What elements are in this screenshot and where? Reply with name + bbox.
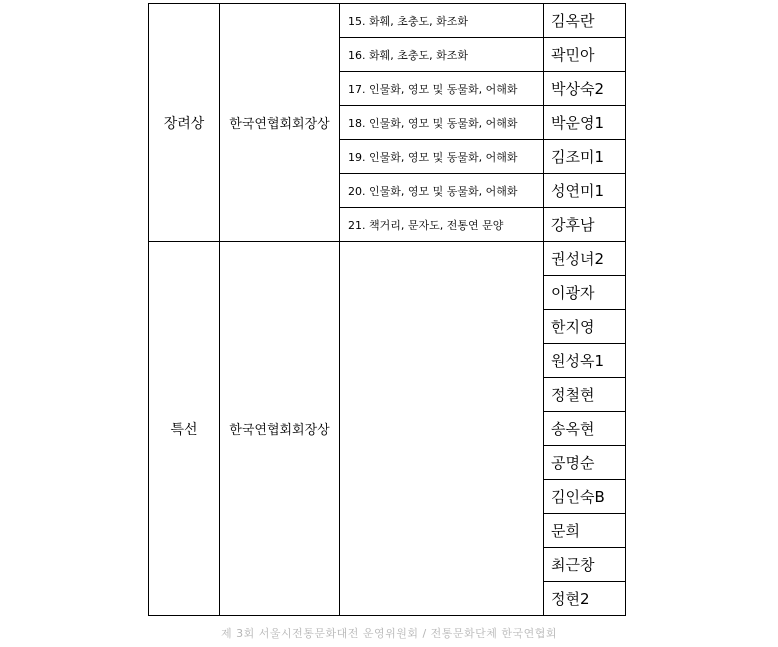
name-cell: 한지영 xyxy=(544,310,626,344)
category-cell: 19. 인물화, 영모 및 동물화, 어해화 xyxy=(340,140,544,174)
name-cell: 박운영1 xyxy=(544,106,626,140)
name-cell: 성연미1 xyxy=(544,174,626,208)
category-cell: 17. 인물화, 영모 및 동물화, 어해화 xyxy=(340,72,544,106)
name-cell: 김인숙B xyxy=(544,480,626,514)
category-cell: 16. 화훼, 초충도, 화조화 xyxy=(340,38,544,72)
award-cell: 특선 xyxy=(149,242,220,616)
category-cell-empty xyxy=(340,242,544,616)
organization-cell: 한국연협회회장상 xyxy=(220,4,340,242)
name-cell: 곽민아 xyxy=(544,38,626,72)
name-cell: 김옥란 xyxy=(544,4,626,38)
page-footer: 제 3회 서울시전통문화대전 운영위원회 / 전통문화단체 한국연협회 xyxy=(220,627,558,640)
name-cell: 박상숙2 xyxy=(544,72,626,106)
table-row xyxy=(149,242,626,276)
name-cell: 원성옥1 xyxy=(544,344,626,378)
table-row xyxy=(149,4,626,38)
name-cell: 최근창 xyxy=(544,548,626,582)
name-cell: 정철현 xyxy=(544,378,626,412)
name-cell: 이광자 xyxy=(544,276,626,310)
category-cell: 21. 책거리, 문자도, 전통연 문양 xyxy=(340,208,544,242)
name-cell: 김조미1 xyxy=(544,140,626,174)
award-cell: 장려상 xyxy=(149,4,220,242)
name-cell: 정현2 xyxy=(544,582,626,616)
name-cell: 문희 xyxy=(544,514,626,548)
name-cell: 공명순 xyxy=(544,446,626,480)
awards-table xyxy=(148,3,626,616)
category-cell: 18. 인물화, 영모 및 동물화, 어해화 xyxy=(340,106,544,140)
category-cell: 15. 화훼, 초충도, 화조화 xyxy=(340,4,544,38)
name-cell: 강후남 xyxy=(544,208,626,242)
name-cell: 송옥현 xyxy=(544,412,626,446)
name-cell: 권성녀2 xyxy=(544,242,626,276)
category-cell: 20. 인물화, 영모 및 동물화, 어해화 xyxy=(340,174,544,208)
organization-cell: 한국연협회회장상 xyxy=(220,242,340,616)
